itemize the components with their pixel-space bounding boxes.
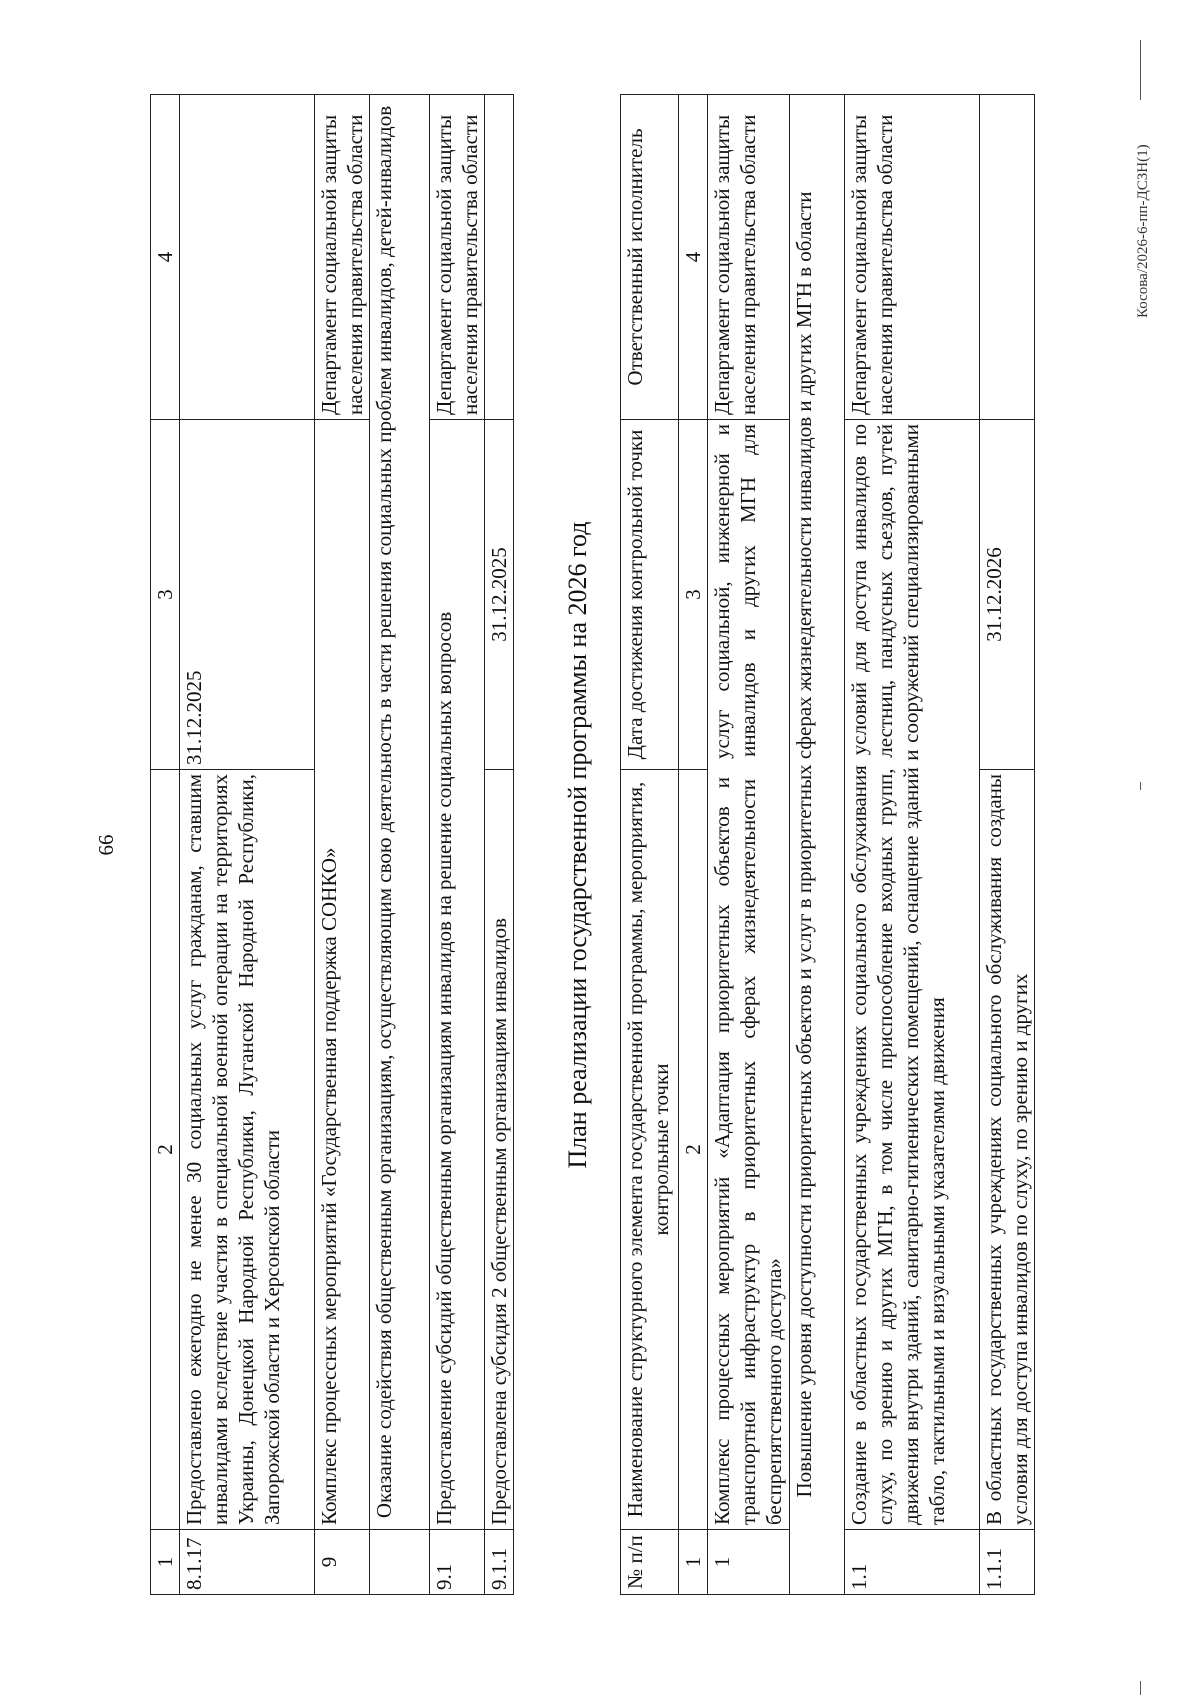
col-number-2: 2: [679, 770, 708, 1530]
row-number: 1: [708, 1530, 790, 1595]
table-header-row: [151, 95, 180, 1595]
row-name: Предоставлено ежегодно не менее 30 социальных услуг гражданам, ставшим инвалидами вследствие участия в специальной военной операции на территориях Украины, Донецкой Народной Республики, Луганской Народной Республики, Запорожской области и Херсонской области: [180, 770, 315, 1530]
col-number-1: 1: [679, 1530, 708, 1595]
table-row: [315, 95, 370, 1595]
column-number-row: [679, 95, 708, 1595]
col-number-4: 4: [679, 95, 708, 420]
page-number: 66: [94, 834, 118, 856]
table-row: [708, 95, 790, 1595]
header-date: Дата достижения контрольной точки: [621, 420, 679, 770]
table-row: [180, 95, 315, 1595]
row-executor: [980, 95, 1035, 420]
row-executor: [180, 95, 315, 420]
table-row: [485, 95, 514, 1595]
row-executor: Департамент социальной защиты населения правительства области: [845, 95, 980, 420]
row-name: Предоставление субсидий общественным организациям инвалидов на решение социальных вопросов: [430, 420, 485, 1530]
row-date: 31.12.2025: [485, 420, 514, 770]
col-number-3: 3: [679, 420, 708, 770]
header-executor: Ответственный исполнитель: [621, 95, 679, 420]
row-date: 31.12.2026: [980, 420, 1035, 770]
row-executor: Департамент социальной защиты населения правительства области: [315, 95, 370, 420]
section-heading: План реализации государственной программы на 2026 год: [563, 521, 592, 1169]
row-span-text: Повышение уровня доступности приоритетных объектов и услуг в приоритетных сферах жизнедеятельности инвалидов и других МГН в области: [790, 95, 845, 1595]
row-span-text: Оказание содействия общественным организациям, осуществляющим свою деятельность в части решения социальных проблем инвалидов, детей-инвалидов: [370, 95, 430, 1530]
row-number: 8.1.17: [180, 1530, 315, 1595]
row-name: Комплекс процессных мероприятий «Адаптация приоритетных объектов и услуг социальной, инженерной и транспортной инфраструктур в приоритетных сферах жизнедеятельности инвалидов и других МГН для беспрепятственного доступа»: [708, 420, 790, 1530]
row-name: Комплекс процессных мероприятий «Государственная поддержка СОНКО»: [315, 420, 370, 1530]
table-header-row: [621, 95, 679, 1595]
document-footer: Косова/2026-6-пп-ДСЗН(1): [1135, 144, 1151, 318]
header-name: Наименование структурного элемента государственной программы, мероприятия, контрольные точки: [621, 770, 679, 1530]
margin-mark: [1140, 1681, 1141, 1695]
row-number: 9: [315, 1530, 370, 1595]
table-row: [980, 95, 1035, 1595]
row-date: 31.12.2025: [180, 420, 315, 770]
table-continuation: [150, 94, 514, 1595]
table-row: [790, 95, 845, 1595]
row-number: 1.1: [845, 1530, 980, 1595]
row-executor: [485, 95, 514, 420]
col-number-2: 2: [151, 770, 180, 1530]
table-row: [370, 95, 430, 1595]
table-row: [845, 95, 980, 1595]
header-number: № п/п: [621, 1530, 679, 1595]
table-row: [430, 95, 485, 1595]
row-name: Создание в областных государственных учреждениях социального обслуживания условий для доступа инвалидов по слуху, по зрению и других МГН, в том числе приспособление входных групп, лестниц, пандусных съездов, путей движения внутри зданий, санитарно-гигиенических помещений, оснащение зданий и сооружений специализированными табло, тактильными и визуальными указателями движения: [845, 420, 980, 1530]
plan-table: [620, 94, 1035, 1595]
row-executor: Департамент социальной защиты населения правительства области: [430, 95, 485, 420]
row-executor: Департамент социальной защиты населения правительства области: [708, 95, 790, 420]
col-number-3: 3: [151, 420, 180, 770]
margin-mark: [1140, 40, 1141, 100]
row-number: 1.1.1: [980, 1530, 1035, 1595]
row-name: Предоставлена субсидия 2 общественным организациям инвалидов: [485, 770, 514, 1530]
row-number: 9.1: [430, 1530, 485, 1595]
row-name: В областных государственных учреждениях социального обслуживания созданы условия для доступа инвалидов по слуху, по зрению и других: [980, 770, 1035, 1530]
col-number-4: 4: [151, 95, 180, 420]
row-number: 9.1.1: [485, 1530, 514, 1595]
margin-mark: [1140, 782, 1141, 790]
col-number-1: 1: [151, 1530, 180, 1595]
